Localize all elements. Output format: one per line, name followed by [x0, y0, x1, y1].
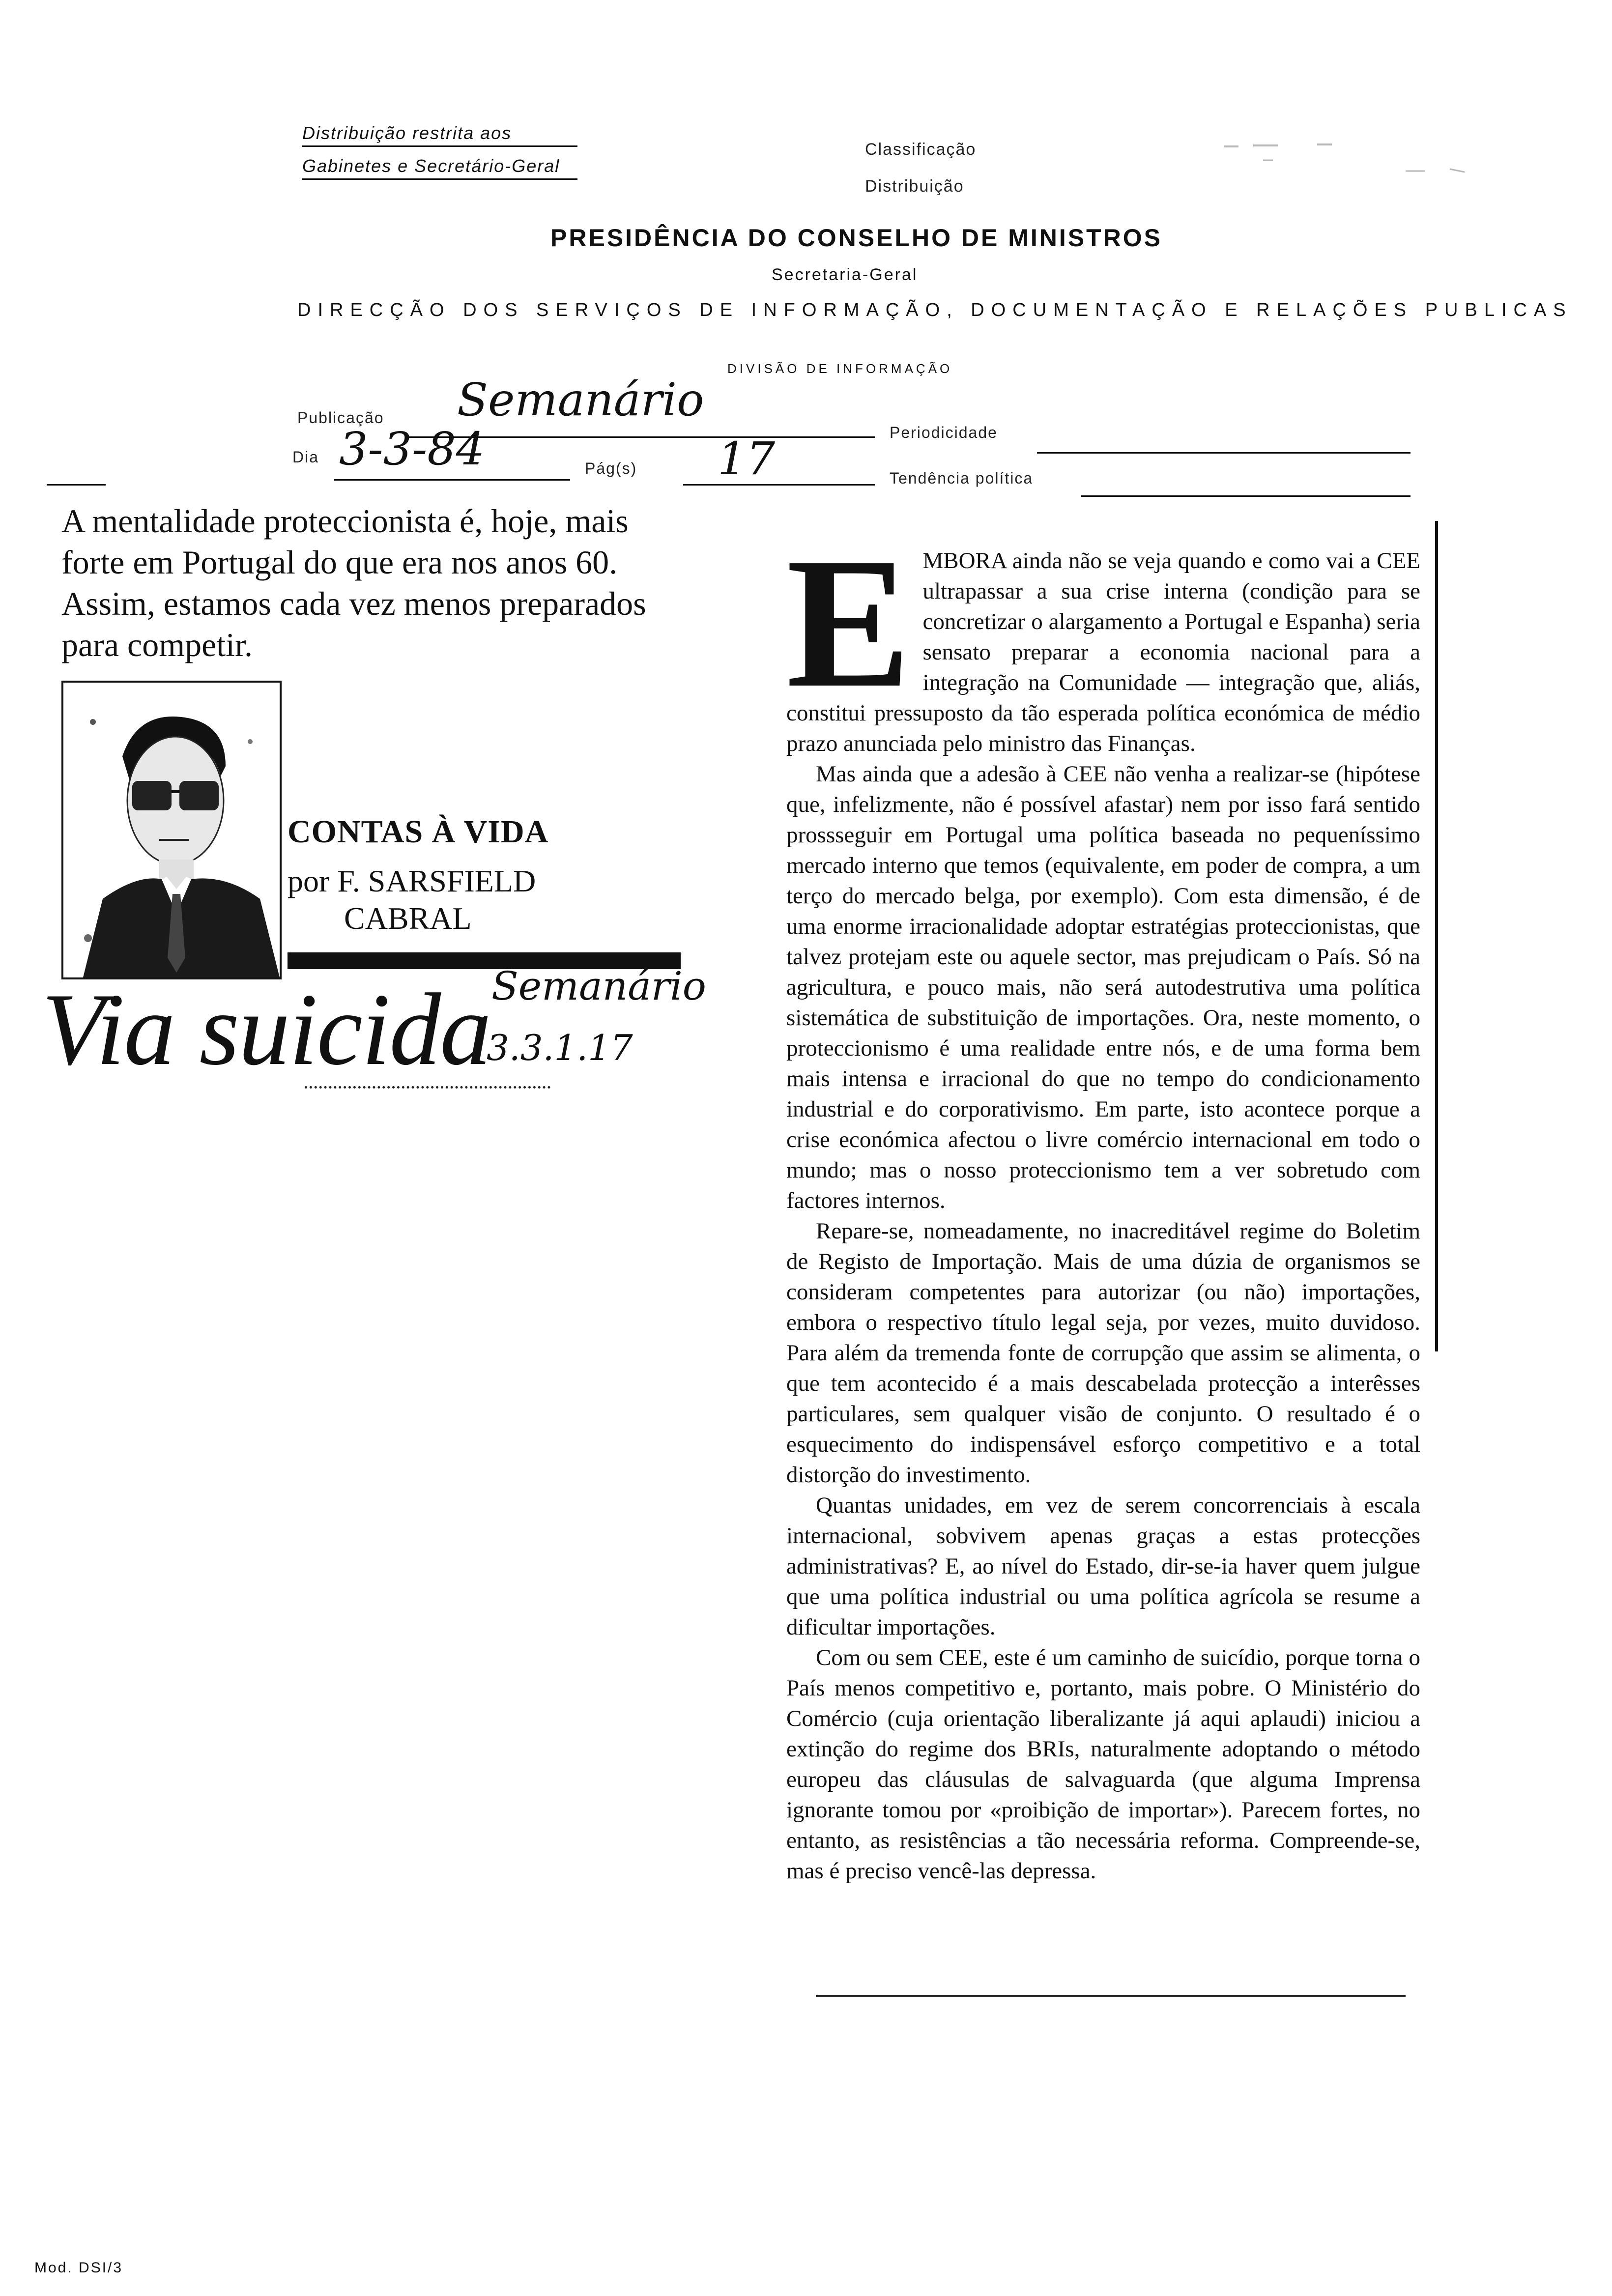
author-photo — [61, 681, 282, 979]
article-end-rule — [816, 1995, 1406, 1997]
distribution-label: Distribuição — [865, 177, 964, 196]
org-subtitle: Secretaria-Geral — [772, 265, 918, 284]
org-department: DIRECÇÃO DOS SERVIÇOS DE INFORMAÇÃO, DOCUMENTAÇÃO E RELAÇÕES PUBLICAS — [297, 300, 1573, 320]
article-paragraph: Repare-se, nomeadamente, no inacreditável regime do Boletim de Registo de Importação. Mais de uma dúzia de organismos se consideram competentes para autorizar (ou não) importações, embora o respectivo título legal seja, por vezes, muito duvidoso. Para além da tremenda fonte de corrupção que assim se alimenta, o que tem acontecido é a mais descabelada protecção a interêsses particulares, sem qualquer visão de conjunto. O resultado é o esquecimento do indispensável esforço competitivo e a total distorção do investimento. — [786, 1218, 1420, 1488]
periodicity-label: Periodicidade — [890, 424, 998, 441]
article-paragraph — [786, 519, 1420, 759]
distribution-note-line2: Gabinetes e Secretário-Geral — [302, 156, 577, 180]
article-body — [786, 519, 1420, 1886]
day-label: Dia — [292, 448, 319, 466]
distribution-note-line1: Distribuição restrita aos — [302, 123, 577, 147]
pages-value: 17 — [718, 432, 776, 485]
margin-mark — [47, 484, 106, 486]
byline-line1: por F. SARSFIELD — [288, 863, 536, 898]
handwritten-date: 3.3.1.17 — [487, 1027, 633, 1068]
org-division: DIVISÃO DE INFORMAÇÃO — [727, 361, 953, 376]
day-line — [334, 479, 570, 481]
headline: Via suicida — [42, 973, 491, 1087]
political-tendency-line — [1081, 495, 1410, 497]
publication-value: Semanário — [457, 373, 704, 426]
article-paragraph: Com ou sem CEE, este é um caminho de suicídio, porque torna o País menos competitivo e, portanto, mais pobre. O Ministério do Comércio (cuja orientação liberalizante já aqui aplaudi) iniciou a extinção do regime dos BRIs, naturalmente adoptando o método europeu das cláusulas de salvaguarda (que alguma Imprensa ignorante tomou por «proibição de importar»). Parecem fortes, no entanto, as resistências a tão necessária reforma. Compreende-se, mas é preciso vencê-las depressa. — [786, 1645, 1420, 1884]
periodicity-line — [1037, 452, 1410, 454]
org-title: PRESIDÊNCIA DO CONSELHO DE MINISTROS — [550, 224, 1163, 252]
pages-line — [683, 484, 875, 486]
article-paragraph: Quantas unidades, em vez de serem concorrenciais à escala internacional, sobvivem apenas graças a estas protecções administrativas? E, ao nível do Estado, dir-se-ia haver quem julgue que uma política industrial ou uma política agrícola se resume a dificultar importações. — [786, 1492, 1420, 1640]
political-tendency-label: Tendência política — [890, 469, 1034, 487]
paragraph-1-text: MBORA ainda não se veja quando e como vai a CEE ultrapassar a sua crise interna (condição para se concretizar o alargamento a Portugal e Espanha) seria sensato preparar a economia nacional para a integração na Comunidade — integração que, aliás, constitui pressuposto da tão esperada política económica de médio prazo anunciada pelo ministro das Finanças. — [786, 548, 1420, 756]
model-code: Mod. DSI/3 — [34, 2260, 123, 2276]
dropcap: E — [786, 519, 911, 726]
article-paragraph: Mas ainda que a adesão à CEE não venha a realizar-se (hipótese que, infelizmente, não é possível afastar) nem por isso fará sentido prossseguir em Portugal uma política baseada no pequeníssimo mercado interno que temos (equivalente, em poder de compra, a um terço do mercado belga, por exemplo). Com esta dimensão, é de uma enorme irracionalidade adoptar estratégias proteccionistas, que talvez protejam este ou aquele sector, mas prejudicam o País. Só na agricultura, e pouco mais, não será autodestrutiva uma política sistemática de substituição de importações. Ora, neste momento, o proteccionismo é uma realidade entre nós, e de uma forma bem mais intensa e irracional do que no tempo do condicionamento industrial e do corporativismo. Em parte, isto acontece porque a crise económica afectou o livre comércio internacional em todo o mundo; mas o nosso proteccionismo tem a ver sobretudo com factores internos. — [786, 761, 1420, 1213]
lead-text: A mentalidade proteccionista é, hoje, mais forte em Portugal do que era nos anos 60. Assim, estamos cada vez menos preparados para competir. — [61, 502, 646, 663]
dotted-rule — [305, 1086, 550, 1089]
day-value: 3-3-84 — [339, 423, 485, 475]
column-title: CONTAS À VIDA — [288, 814, 549, 850]
stamp-marks — [1219, 137, 1474, 181]
distribution-note — [302, 123, 577, 189]
pages-label: Pág(s) — [585, 459, 637, 477]
byline-line2: CABRAL — [344, 901, 472, 936]
handwritten-source: Semanário — [491, 963, 706, 1009]
right-column-rule — [1435, 521, 1438, 1351]
publication-label: Publicação — [297, 409, 384, 427]
classification-label: Classificação — [865, 140, 977, 159]
